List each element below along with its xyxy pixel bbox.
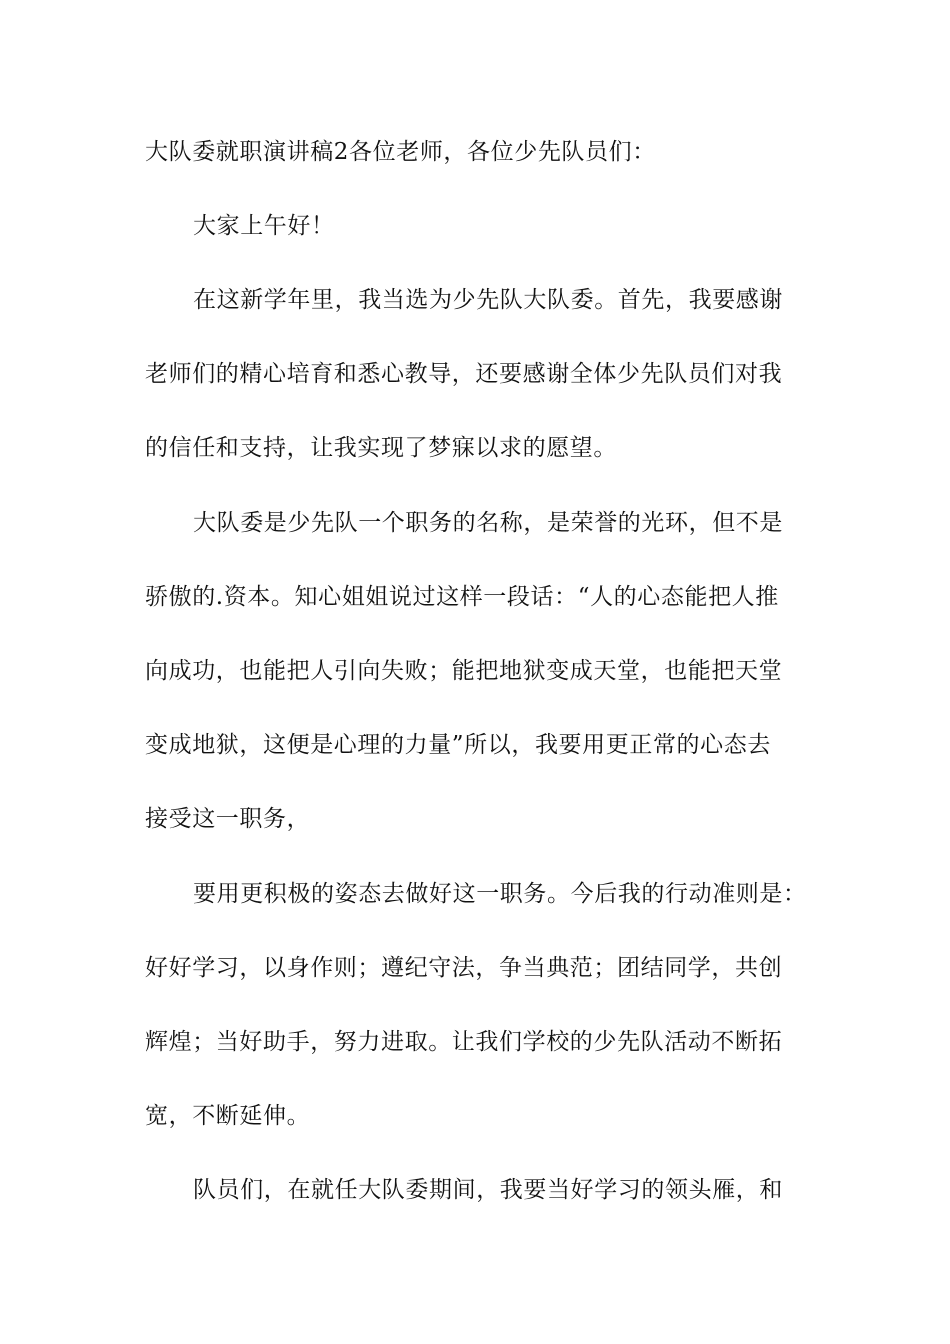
paragraph-line: 骄傲的.资本。知心姐姐说过这样一段话：“人的心态能把人推	[145, 584, 779, 610]
paragraph-line: 的信任和支持，让我实现了梦寐以求的愿望。	[145, 435, 617, 461]
paragraph-line: 向成功，也能把人引向失败；能把地狱变成天堂，也能把天堂	[145, 658, 783, 684]
paragraph-line: 队员们，在就任大队委期间，我要当好学习的领头雁，和	[193, 1177, 783, 1203]
paragraph-line: 变成地狱，这便是心理的力量”所以，我要用更正常的心态去	[145, 732, 771, 758]
greeting-line: 大家上午好！	[193, 213, 335, 239]
paragraph-line: 接受这一职务，	[145, 806, 311, 832]
title-line: 大队委就职演讲稿2各位老师，各位少先队员们：	[145, 139, 656, 165]
paragraph-line: 宽，不断延伸。	[145, 1103, 311, 1129]
paragraph-line: 老师们的精心培育和悉心教导，还要感谢全体少先队员们对我	[145, 361, 783, 387]
paragraph-line: 大队委是少先队一个职务的名称，是荣誉的光环，但不是	[193, 510, 783, 536]
paragraph-line: 辉煌；当好助手，努力进取。让我们学校的少先队活动不断拓	[145, 1029, 783, 1055]
paragraph-line: 好好学习，以身作则；遵纪守法，争当典范；团结同学，共创	[145, 955, 783, 981]
paragraph-line: 要用更积极的姿态去做好这一职务。今后我的行动准则是：	[193, 881, 807, 907]
paragraph-line: 在这新学年里，我当选为少先队大队委。首先，我要感谢	[193, 287, 783, 313]
